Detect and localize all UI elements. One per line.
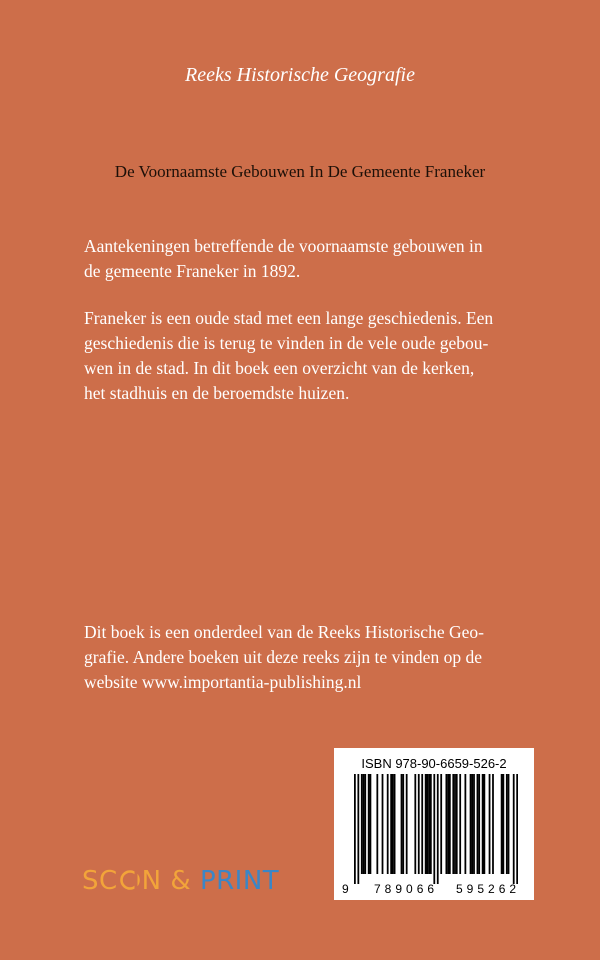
barcode-bar [414, 774, 416, 874]
description-paragraph [84, 306, 524, 406]
series-info-paragraph [84, 620, 524, 695]
barcode-bar [508, 774, 510, 874]
barcode-bar [483, 774, 485, 874]
paragraph-line: Dit boek is een onderdeel van de Reeks Historische Geo- [84, 622, 484, 642]
ean-left-digits: 789066 [374, 882, 439, 896]
series-title: Reeks Historische Geografie [185, 64, 415, 86]
paragraph-line: de gemeente Franeker in 1892. [84, 261, 301, 281]
barcode-guard-bar [433, 774, 435, 884]
barcode-bar [402, 774, 404, 874]
paragraph-line: website www.importantia-publishing.nl [84, 672, 362, 692]
barcode-bar [454, 774, 456, 874]
barcode-bar [506, 774, 508, 874]
isbn-barcode [334, 748, 534, 900]
barcode-bar [445, 774, 447, 874]
barcode-bar [390, 774, 392, 874]
logo-print: PRINT [199, 866, 280, 896]
isbn-label: ISBN 978-90-6659-526-2 [361, 756, 507, 771]
paragraph-line: grafie. Andere boeken uit deze reeks zijn te vinden op de [84, 647, 482, 667]
barcode-bar [471, 774, 473, 874]
barcode-bar [430, 774, 432, 874]
barcode-bar [428, 774, 430, 874]
barcode-bar [394, 774, 396, 874]
barcode-bar [364, 774, 366, 874]
barcode-bar [489, 774, 491, 874]
barcode-bar [464, 774, 466, 874]
barcode-bar [427, 774, 429, 874]
barcode-bar [370, 774, 372, 874]
barcode-bar [376, 774, 378, 874]
barcode-bar [501, 774, 503, 874]
barcode-bar [406, 774, 408, 874]
barcode-bar [401, 774, 403, 874]
ean-right-digits: 595262 [456, 882, 521, 896]
intro-paragraph [84, 234, 524, 284]
barcode-bar [361, 774, 363, 874]
paragraph-line: Franeker is een oude stad met een lange geschiedenis. Een [84, 308, 494, 328]
barcode-bar [452, 774, 454, 874]
barcode-bar [459, 774, 461, 874]
paragraph-line: Aantekeningen betreffende de voornaamste gebouwen in [84, 236, 483, 256]
barcode-bar [477, 774, 479, 874]
barcode-guard-bar [516, 774, 518, 884]
paragraph-line: geschiedenis die is terug te vinden in de vele oude gebou- [84, 333, 489, 353]
logo-ampersand: & [161, 866, 200, 896]
logo-scan-part2: N [141, 866, 162, 896]
paragraph-line: wen in de stad. In dit boek een overzicht van de kerken, [84, 358, 475, 378]
barcode-bar [492, 774, 494, 874]
barcode-bar [368, 774, 370, 874]
barcode-guard-bar [437, 774, 439, 884]
barcode-bar [387, 774, 389, 874]
barcode-guard-bar [513, 774, 515, 884]
scan-and-print-logo [82, 866, 279, 896]
barcode-bar [449, 774, 451, 874]
barcode-bar [482, 774, 484, 874]
barcode-bar [473, 774, 475, 874]
barcode-bar [421, 774, 423, 874]
barcode-bar [502, 774, 504, 874]
barcode-bars [354, 774, 518, 884]
barcode-guard-bar [357, 774, 359, 884]
barcode-bar [392, 774, 394, 874]
barcode-bar [425, 774, 427, 874]
barcode-bar [470, 774, 472, 874]
paragraph-line: het stadhuis en de beroemdste huizen. [84, 383, 350, 403]
logo-scan-part1: SC [82, 866, 118, 896]
ean-digits [340, 882, 530, 896]
book-title: De Voornaamste Gebouwen In De Gemeente Franeker [114, 162, 486, 181]
barcode-bar [440, 774, 442, 874]
barcode-bar [478, 774, 480, 874]
barcode-guard-bar [354, 774, 356, 884]
ean-first-digit: 9 [342, 882, 349, 896]
barcode-bar [363, 774, 365, 874]
barcode-bar [382, 774, 384, 874]
logo-a-icon [119, 869, 141, 891]
barcode-bar [456, 774, 458, 874]
barcode-bar [447, 774, 449, 874]
barcode-bar [418, 774, 420, 874]
